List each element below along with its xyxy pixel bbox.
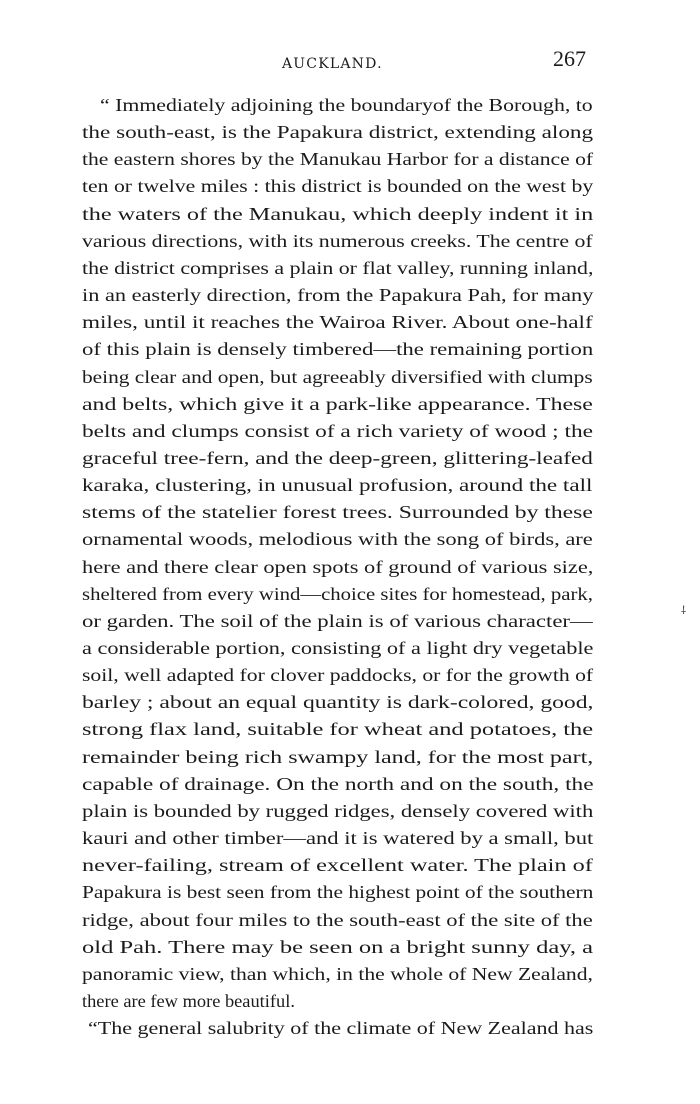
text-line: the eastern shores by the Manukau Harbor for a distance of [82, 149, 594, 170]
text-line: a considerable portion, consisting of a light dry vegetable [82, 638, 594, 658]
text-line: of this plain is densely timbered—the remaining portion [82, 339, 594, 360]
text-line: capable of drainage. On the north and on the south, the [82, 773, 594, 794]
text-line: here and there clear open spots of ground of various size, [82, 556, 594, 577]
text-line: the waters of the Manukau, which deeply indent it in [82, 203, 594, 224]
text-line: karaka, clustering, in unusual profusion, around the tall [82, 475, 593, 496]
text-line: in an easterly direction, from the Papakura Pah, for many [82, 285, 594, 306]
running-title: AUCKLAND. [282, 56, 383, 72]
text-line: “The general salubrity of the climate of New Zealand has [88, 1018, 594, 1039]
text-line: remainder being rich swampy land, for the most part, [82, 746, 594, 767]
text-line: Papakura is best seen from the highest point of the southern [82, 882, 594, 903]
text-line: belts and clumps consist of a rich variety of wood ; the [82, 420, 593, 441]
page-number: 267 [553, 46, 586, 71]
text-line: ten or twelve miles : this district is bounded on the west by [82, 176, 594, 197]
text-line: ridge, about four miles to the south-east of the site of the [82, 909, 593, 930]
text-line: graceful tree-fern, and the deep-green, glittering-leafed [82, 447, 593, 468]
text-line: soil, well adapted for clover paddocks, or for the growth of [82, 665, 594, 686]
text-line: and belts, which give it a park-like appearance. These [82, 393, 593, 414]
text-line: kauri and other timber—and it is watered by a small, but [82, 828, 594, 849]
text-line: sheltered from every wind—choice sites for homestead, park, [82, 583, 593, 604]
text-line: there are few more beautiful. [82, 990, 295, 1011]
text-line: miles, until it reaches the Wairoa River. About one-half [82, 312, 593, 333]
text-line: or garden. The soil of the plain is of various character— [82, 610, 593, 631]
text-line: strong flax land, suitable for wheat and potatoes, the [82, 719, 594, 740]
text-line: the south-east, is the Papakura district, extending along [82, 122, 594, 143]
text-line: old Pah. There may be seen on a bright sunny day, a [82, 936, 594, 957]
text-line: never-failing, stream of excellent water. The plain of [82, 855, 593, 876]
text-line: barley ; about an equal quantity is dark-colored, good, [82, 692, 594, 713]
text-line: stems of the statelier forest trees. Surrounded by these [82, 502, 593, 523]
text-line: the district comprises a plain or flat valley, running inland, [82, 257, 594, 278]
text-line: panoramic view, than which, in the whole of New Zealand, [82, 963, 593, 984]
margin-mark: ⸸ [681, 604, 687, 617]
text-line: “ Immediately adjoining the boundaryof the Borough, to [100, 95, 593, 115]
text-line: plain is bounded by rugged ridges, densely covered with [82, 800, 594, 821]
text-line: various directions, with its numerous creeks. The centre of [82, 230, 593, 251]
text-line: ornamental woods, melodious with the song of birds, are [82, 529, 593, 550]
text-line: being clear and open, but agreeably diversified with clumps [82, 366, 593, 387]
